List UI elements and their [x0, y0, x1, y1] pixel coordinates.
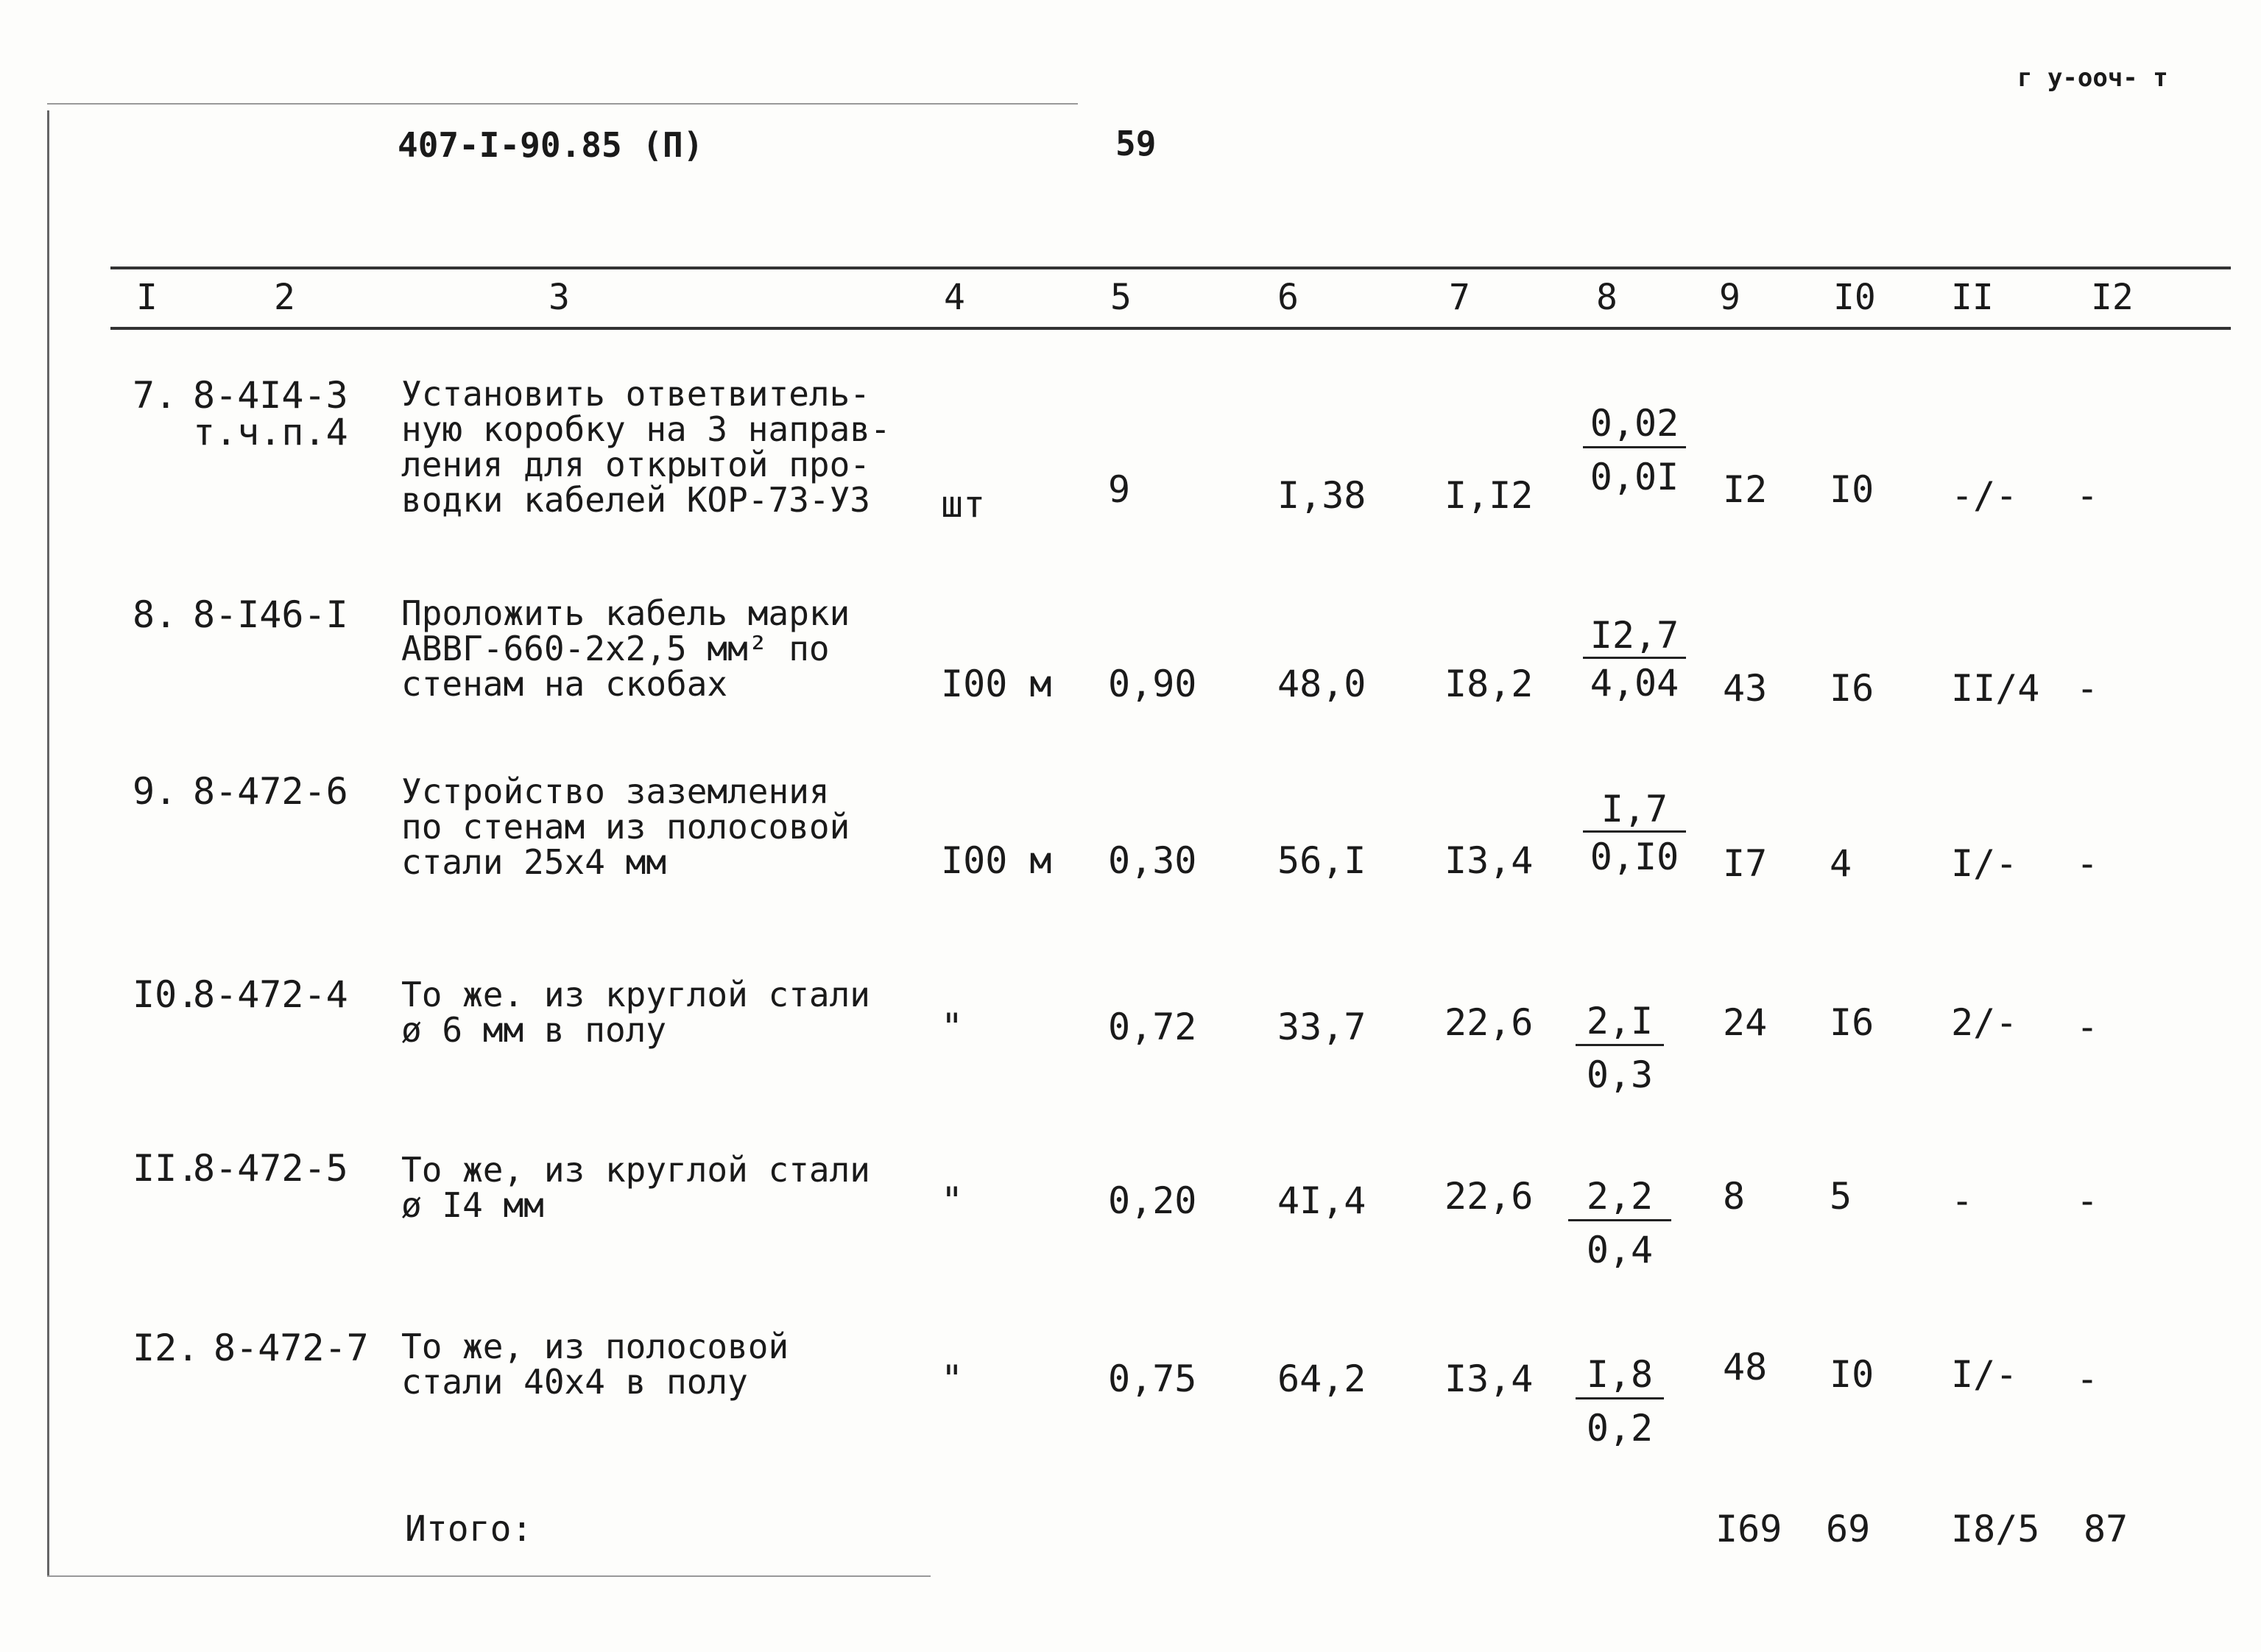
unit-cost: 48,0	[1277, 663, 1366, 705]
page-number: 59	[1115, 124, 1157, 163]
total-col-11: I8/5	[1951, 1508, 2040, 1550]
top-border	[47, 103, 1078, 105]
col-7-value: 22,6	[1445, 1175, 1534, 1218]
col-10-value: 5	[1830, 1175, 1852, 1218]
col-header-11: II	[1951, 277, 1994, 318]
work-description-line: АВВГ-660-2х2,5 мм² по	[401, 629, 830, 668]
rate-code: 8-472-5	[193, 1147, 348, 1190]
row-number: 9.	[133, 770, 177, 813]
col-8-fraction	[1583, 402, 1686, 498]
total-col-9: I69	[1715, 1508, 1782, 1550]
col-header-12: I2	[2091, 277, 2134, 318]
work-description-line: ø I4 мм	[401, 1185, 544, 1225]
unit: I00 м	[941, 663, 1052, 705]
rate-code: 8-472-6	[193, 770, 348, 813]
col-8-denominator: 0,0I	[1590, 456, 1679, 498]
total-label: Итого:	[405, 1508, 533, 1550]
col-12-value: -	[2076, 842, 2099, 885]
quantity: 0,20	[1108, 1179, 1197, 1222]
work-description-line: ную коробку на 3 направ-	[401, 409, 891, 449]
col-header-10: I0	[1833, 277, 1876, 318]
col-11-value: II/4	[1951, 667, 2040, 710]
unit: "	[941, 1179, 964, 1222]
row-number: I2.	[133, 1327, 200, 1369]
document-code: 407-I-90.85 (П)	[398, 125, 704, 165]
col-header-3: 3	[549, 277, 570, 318]
row-number: 7.	[133, 374, 177, 417]
col-11-value: I/-	[1951, 842, 2018, 885]
work-description-line: Установить ответвитель-	[401, 374, 870, 414]
col-header-9: 9	[1719, 277, 1740, 318]
work-description-line: То же, из полосовой	[401, 1327, 789, 1366]
col-9-value: 24	[1723, 1001, 1768, 1044]
col-7-value: I,I2	[1445, 474, 1534, 517]
work-description-line: стали 25х4 мм	[401, 842, 667, 882]
col-header-6: 6	[1277, 277, 1299, 318]
col-9-value: 8	[1723, 1175, 1746, 1218]
col-8-fraction	[1583, 614, 1686, 705]
col-8-denominator: 0,4	[1586, 1229, 1654, 1271]
left-border	[47, 110, 49, 1575]
quantity: 9	[1108, 468, 1131, 511]
col-10-value: 4	[1830, 842, 1852, 885]
col-header-5: 5	[1110, 277, 1132, 318]
col-8-denominator: 0,2	[1586, 1407, 1654, 1450]
work-description-line: Проложить кабель марки	[401, 593, 850, 633]
col-header-1: I	[136, 277, 158, 318]
work-description-line: по стенам из полосовой	[401, 807, 850, 847]
col-7-value: I3,4	[1445, 1358, 1534, 1400]
work-description-line: Устройство заземления	[401, 772, 830, 811]
total-col-12: 87	[2084, 1508, 2128, 1550]
work-description-line: То же. из круглой стали	[401, 975, 870, 1014]
col-8-denominator: 0,I0	[1590, 836, 1679, 878]
col-8-numerator: 2,I	[1576, 1003, 1664, 1046]
col-12-value: -	[2076, 1006, 2099, 1048]
col-7-value: 22,6	[1445, 1001, 1534, 1044]
rate-code-note: т.ч.п.4	[193, 411, 348, 453]
col-header-4: 4	[944, 277, 965, 318]
corner-mark: г у-ооч- т	[2017, 63, 2168, 93]
col-8-numerator: I,7	[1583, 791, 1686, 833]
top-rule	[110, 266, 2231, 269]
quantity: 0,72	[1108, 1006, 1197, 1048]
col-11-value: 2/-	[1951, 1001, 2018, 1044]
work-description-line: ления для открытой про-	[401, 445, 870, 484]
unit-cost: 64,2	[1277, 1358, 1366, 1400]
col-8-denominator: 0,3	[1586, 1053, 1654, 1096]
col-8-fraction	[1568, 1175, 1671, 1271]
unit-cost: I,38	[1277, 474, 1366, 517]
work-description-line: водки кабелей КОР-73-УЗ	[401, 480, 870, 520]
col-9-value: I2	[1723, 468, 1768, 511]
col-11-value: -	[1951, 1179, 1974, 1222]
col-8-fraction	[1576, 1353, 1664, 1450]
col-header-7: 7	[1449, 277, 1470, 318]
col-7-value: I8,2	[1445, 663, 1534, 705]
total-col-10: 69	[1826, 1508, 1871, 1550]
unit-cost: 56,I	[1277, 839, 1366, 882]
unit-cost: 4I,4	[1277, 1179, 1366, 1222]
unit: шт	[941, 483, 986, 526]
row-number: 8.	[133, 593, 177, 636]
unit: "	[941, 1358, 964, 1400]
row-number: I0.	[133, 973, 200, 1016]
col-9-value: 43	[1723, 667, 1768, 710]
col-9-value: 48	[1723, 1346, 1768, 1388]
work-description-line: стали 40х4 в полу	[401, 1362, 748, 1402]
unit: "	[941, 1006, 964, 1048]
col-8-fraction	[1576, 1000, 1664, 1096]
col-9-value: I7	[1723, 842, 1768, 885]
col-12-value: -	[2076, 1358, 2099, 1400]
col-10-value: I6	[1830, 1001, 1874, 1044]
col-10-value: I0	[1830, 468, 1874, 511]
col-8-numerator: 0,02	[1583, 405, 1686, 448]
col-8-numerator: 2,2	[1568, 1178, 1671, 1221]
quantity: 0,30	[1108, 839, 1197, 882]
unit: I00 м	[941, 839, 1052, 882]
header-rule	[110, 327, 2231, 330]
quantity: 0,90	[1108, 663, 1197, 705]
col-11-value: -/-	[1951, 474, 2018, 517]
work-description-line: ø 6 мм в полу	[401, 1010, 667, 1050]
col-8-fraction	[1583, 788, 1686, 878]
col-12-value: -	[2076, 1179, 2099, 1222]
col-12-value: -	[2076, 474, 2099, 517]
quantity: 0,75	[1108, 1358, 1197, 1400]
rate-code: 8-472-7	[214, 1327, 369, 1369]
col-10-value: I0	[1830, 1353, 1874, 1396]
col-header-8: 8	[1596, 277, 1618, 318]
rate-code: 8-I46-I	[193, 593, 348, 636]
work-description-line: То же, из круглой стали	[401, 1150, 870, 1190]
unit-cost: 33,7	[1277, 1006, 1366, 1048]
col-7-value: I3,4	[1445, 839, 1534, 882]
col-10-value: I6	[1830, 667, 1874, 710]
col-8-denominator: 4,04	[1590, 662, 1679, 705]
col-12-value: -	[2076, 667, 2099, 710]
rate-code: 8-472-4	[193, 973, 348, 1016]
col-8-numerator: I,8	[1576, 1356, 1664, 1399]
row-number: II.	[133, 1147, 200, 1190]
work-description-line: стенам на скобах	[401, 664, 728, 704]
col-header-2: 2	[274, 277, 295, 318]
col-11-value: I/-	[1951, 1353, 2018, 1396]
bottom-border	[47, 1575, 931, 1577]
rate-code: 8-4I4-3	[193, 374, 348, 417]
col-8-numerator: I2,7	[1583, 617, 1686, 659]
